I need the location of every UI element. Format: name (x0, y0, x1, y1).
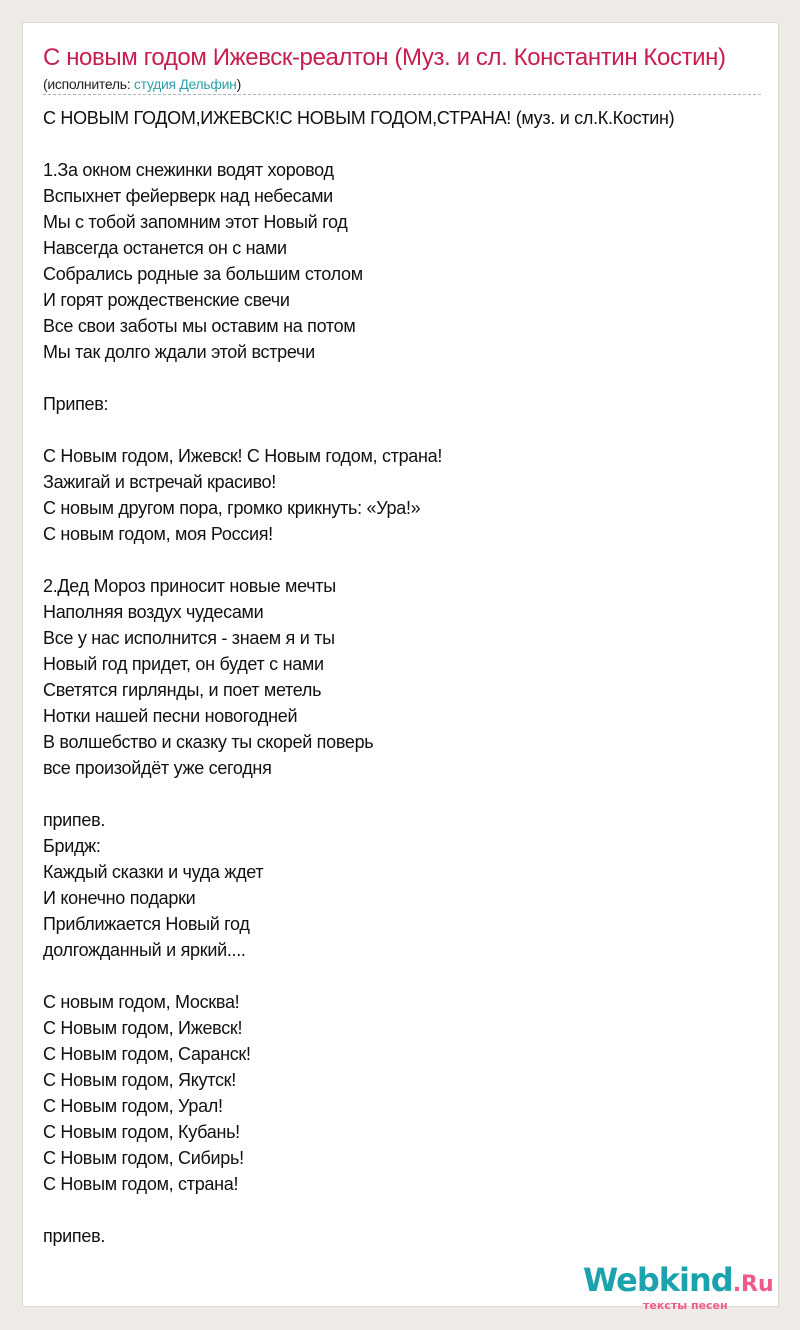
lyric-line: Приближается Новый год (43, 914, 250, 934)
lyric-line (43, 1197, 778, 1223)
performer-line (43, 75, 778, 93)
lyric-line: Все свои заботы мы оставим на потом (43, 316, 356, 336)
lyric-line: Все у нас исполнится - знаем я и ты (43, 628, 335, 648)
lyric-line: Нотки нашей песни новогодней (43, 706, 298, 726)
lyric-line (43, 963, 778, 989)
lyric-line: С новым годом, моя Россия! (43, 524, 273, 544)
lyric-line: долгожданный и яркий.... (43, 940, 246, 960)
lyric-line (43, 781, 778, 807)
lyric-line: 2.Дед Мороз приносит новые мечты (43, 576, 336, 596)
lyric-line: Припев: (43, 394, 109, 414)
lyric-line: С Новым годом, Кубань! (43, 1122, 240, 1142)
logo-tld: .Ru (732, 1272, 774, 1297)
lyric-line: припев. (43, 1226, 106, 1246)
lyric-line: С новым другом пора, громко крикнуть: «Ура!» (43, 498, 421, 518)
lyric-line: С Новым годом, Урал! (43, 1096, 223, 1116)
lyric-line: Мы так долго ждали этой встречи (43, 342, 315, 362)
lyric-line: С НОВЫМ ГОДОМ,ИЖЕВСК!С НОВЫМ ГОДОМ,СТРАНА! (муз. и сл.К.Костин) (43, 108, 675, 128)
lyric-line: Бридж: (43, 836, 101, 856)
lyric-line: Мы с тобой запомним этот Новый год (43, 212, 348, 232)
lyric-line: все произойдёт уже сегодня (43, 758, 272, 778)
lyrics-text (43, 105, 778, 1249)
lyric-line: Зажигай и встречай красиво! (43, 472, 276, 492)
divider (43, 94, 761, 95)
lyric-line: С Новым годом, Ижевск! С Новым годом, страна! (43, 446, 443, 466)
lyric-line: В волшебство и сказку ты скорей поверь (43, 732, 374, 752)
lyric-line (43, 547, 778, 573)
lyric-line: Вспыхнет фейерверк над небесами (43, 186, 333, 206)
lyric-line: Навсегда останется он с нами (43, 238, 287, 258)
lyric-line: 1.За окном снежинки водят хоровод (43, 160, 334, 180)
performer-suffix: ) (236, 76, 241, 92)
lyric-line: С Новым годом, Якутск! (43, 1070, 236, 1090)
lyric-line: Светятся гирлянды, и поет метель (43, 680, 322, 700)
webkind-logo[interactable] (583, 1263, 783, 1315)
lyric-line: Каждый сказки и чуда ждет (43, 862, 264, 882)
lyric-line: С Новым годом, страна! (43, 1174, 239, 1194)
lyric-line: Наполняя воздух чудесами (43, 602, 264, 622)
lyric-line: С Новым годом, Сибирь! (43, 1148, 244, 1168)
performer-prefix: (исполнитель: (43, 76, 134, 92)
lyric-line: И конечно подарки (43, 888, 196, 908)
logo-main: Webkind (583, 1261, 733, 1299)
lyric-line (43, 131, 778, 157)
lyric-line (43, 365, 778, 391)
lyric-line: И горят рождественские свечи (43, 290, 290, 310)
lyric-line: С Новым годом, Ижевск! (43, 1018, 243, 1038)
logo-tagline: тексты песен (643, 1299, 728, 1312)
lyric-line: припев. (43, 810, 106, 830)
performer-link[interactable]: студия Дельфин (133, 76, 237, 92)
lyric-line: С Новым годом, Саранск! (43, 1044, 251, 1064)
page-title: С новым годом Ижевск-реалтон (Муз. и сл. Константин Костин) (43, 44, 726, 71)
lyric-line: Новый год придет, он будет с нами (43, 654, 324, 674)
lyric-line: С новым годом, Москва! (43, 992, 240, 1012)
lyric-line: Собрались родные за большим столом (43, 264, 363, 284)
logo-wordmark (583, 1263, 783, 1297)
lyric-line (43, 417, 778, 443)
lyrics-card (22, 22, 779, 1307)
